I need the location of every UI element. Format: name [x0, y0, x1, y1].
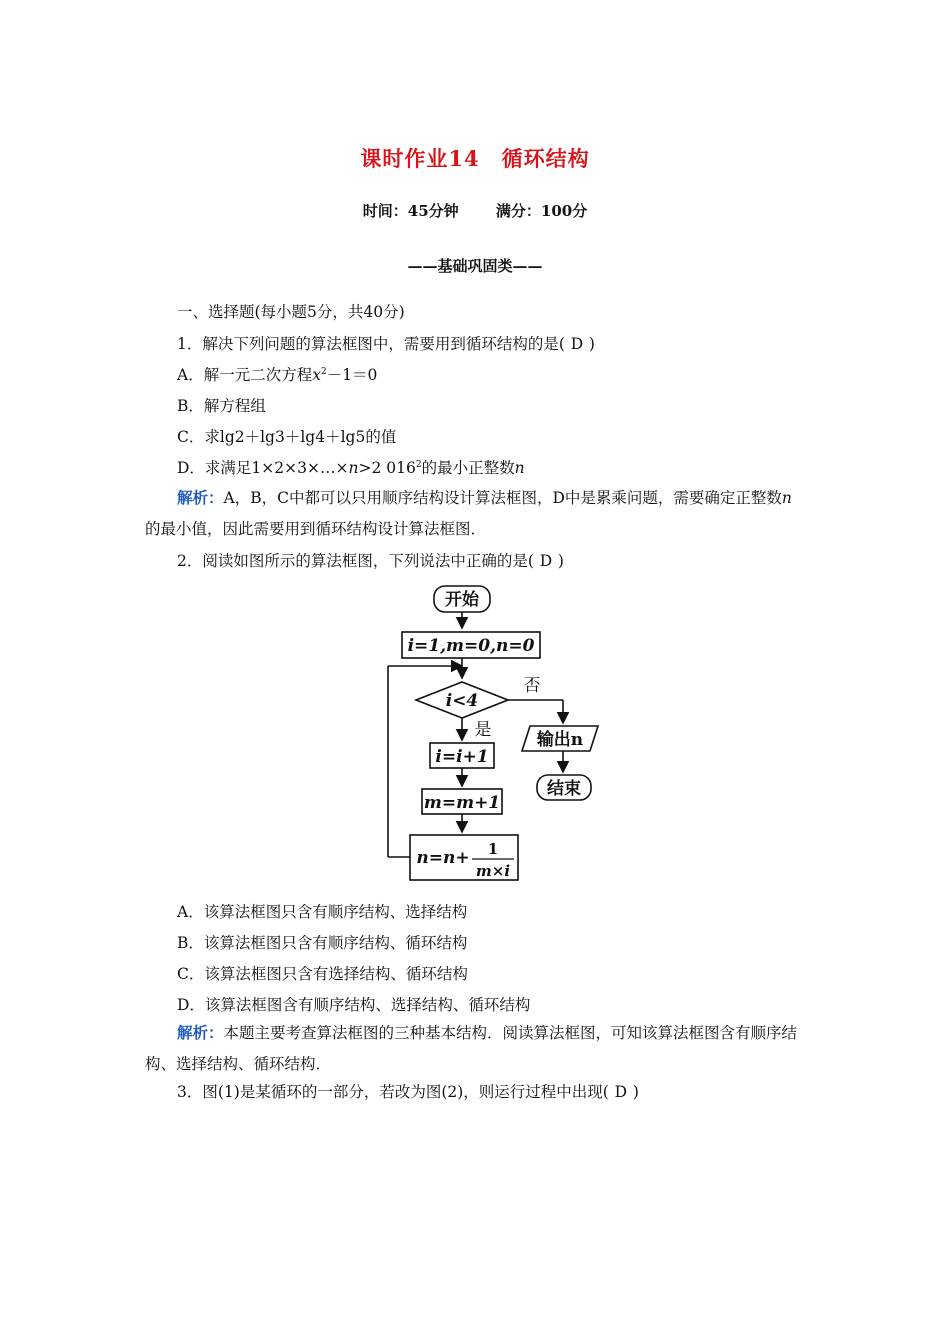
q1-option-c: C．求lg2＋lg3＋lg4＋lg5的值 — [177, 428, 397, 446]
q2-option-a: A．该算法框图只含有顺序结构、选择结构 — [177, 903, 468, 921]
flow-start-label: 开始 — [445, 590, 479, 610]
q2-option-c: C．该算法框图只含有选择结构、循环结构 — [177, 965, 468, 983]
exam-meta — [0, 200, 950, 221]
flow-end-label: 结束 — [547, 779, 581, 799]
flow-no-label: 否 — [523, 676, 541, 696]
flowchart — [380, 578, 620, 888]
flow-init-label: i=1,m=0,n=0 — [407, 636, 535, 656]
flow-step2-label: m=m+1 — [423, 793, 501, 813]
flow-condition-label: i<4 — [445, 691, 479, 711]
q1-stem: 1．解决下列问题的算法框图中，需要用到循环结构的是( D ) — [177, 335, 595, 353]
q1-option-b: B．解方程组 — [177, 397, 266, 415]
q3-stem: 3．图(1)是某循环的一部分，若改为图(2)，则运行过程中出现( D ) — [177, 1083, 639, 1101]
q2-option-b: B．该算法框图只含有顺序结构、循环结构 — [177, 934, 468, 952]
flow-output-label: 输出n — [536, 730, 584, 750]
q3-answer: D — [614, 1083, 628, 1101]
flow-step1-label: i=i+1 — [435, 747, 489, 767]
flow-step3-numerator: 1 — [487, 840, 499, 858]
q2-analysis: 解析：本题主要考查算法框图的三种基本结构．阅读算法框图，可知该算法框图含有顺序结构、选择结构、循环结构． — [145, 1023, 798, 1073]
time-limit: 时间：45分钟 — [362, 202, 459, 220]
q2-stem: 2．阅读如图所示的算法框图，下列说法中正确的是( D ) — [177, 552, 564, 570]
flow-step3-lhs: n=n+ — [416, 848, 470, 868]
q2-option-d: D．该算法框图含有顺序结构、选择结构、循环结构 — [177, 996, 531, 1014]
q1-option-d: D．求满足1×2×3×…×n>2 $016^2$的最小正整数n — [177, 459, 525, 477]
q2-answer: D — [539, 552, 553, 570]
q1-analysis: 解析：A，B，C中都可以只用顺序结构设计算法框图，D中是累乘问题，需要确定正整数n的最小值，因此需要用到循环结构设计算法框图． — [145, 488, 792, 538]
flow-yes-label: 是 — [474, 720, 492, 740]
q1-answer: D — [570, 335, 584, 353]
question-group-header: 一、选择题(每小题5分，共40分) — [177, 303, 405, 321]
q1-option-a: A．解一元二次方程$x^2-1=0$ — [177, 366, 378, 384]
section-heading: ——基础巩固类—— — [407, 257, 543, 275]
full-score: 满分：100分 — [495, 202, 588, 220]
analysis-label: 解析： — [177, 488, 224, 507]
flow-step3-denominator: m×i — [475, 862, 511, 880]
page-title: 课时作业14 循环结构 — [360, 146, 590, 171]
analysis-label: 解析： — [177, 1023, 224, 1042]
